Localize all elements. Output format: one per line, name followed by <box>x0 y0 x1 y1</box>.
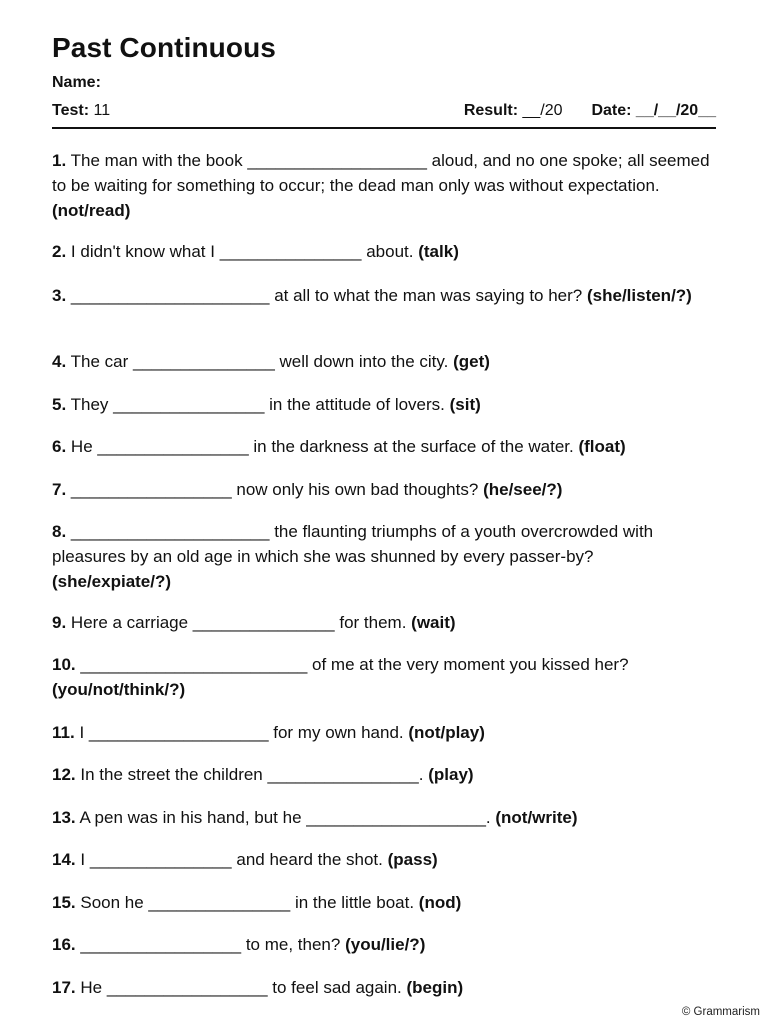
test-field <box>52 102 110 120</box>
copyright-footer: © Grammarism <box>681 1006 760 1018</box>
question-number: 14. <box>52 850 76 869</box>
question-number: 15. <box>52 893 76 912</box>
question-text: In the street the children ________________. <box>80 765 424 784</box>
question-item <box>52 434 716 459</box>
question-text: He _________________ to feel sad again. <box>80 978 402 997</box>
question-hint: (you/not/think/?) <box>52 680 186 699</box>
question-item <box>52 239 716 264</box>
test-value: 11 <box>93 102 111 119</box>
question-number: 7. <box>52 480 67 499</box>
question-item <box>52 283 716 308</box>
question-hint: (she/listen/?) <box>586 286 692 305</box>
question-hint: (float) <box>578 437 626 456</box>
question-item <box>52 805 716 830</box>
question-hint: (not/play) <box>408 723 485 742</box>
question-text: He ________________ in the darkness at the surface of the water. <box>70 437 574 456</box>
question-item <box>52 932 716 957</box>
question-number: 13. <box>52 808 76 827</box>
question-text: The man with the book ___________________ aloud, and no one spoke; all seemed to be waiting for something to occur; the dead man only was without expectation. <box>52 151 710 195</box>
question-number: 3. <box>52 286 67 305</box>
question-text: _________________ now only his own bad thoughts? <box>70 480 479 499</box>
question-item <box>52 519 716 594</box>
question-number: 16. <box>52 935 76 954</box>
question-number: 11. <box>52 723 75 742</box>
date-value: __/__/20__ <box>635 102 716 119</box>
question-hint: (begin) <box>406 978 464 997</box>
question-number: 6. <box>52 437 67 456</box>
question-number: 4. <box>52 352 67 371</box>
question-hint: (you/lie/?) <box>345 935 426 954</box>
question-text: I _______________ and heard the shot. <box>80 850 383 869</box>
question-item <box>52 349 716 374</box>
question-item <box>52 610 716 635</box>
name-label: Name: <box>52 74 101 91</box>
question-text: They ________________ in the attitude of lovers. <box>70 395 445 414</box>
result-label: Result: <box>463 102 519 119</box>
question-text: _____________________ at all to what the man was saying to her? <box>70 286 583 305</box>
question-item <box>52 975 716 1000</box>
question-item <box>52 477 716 502</box>
question-number: 10. <box>52 655 76 674</box>
header-divider <box>52 127 716 129</box>
question-number: 9. <box>52 613 67 632</box>
question-text: _____________________ the flaunting triumphs of a youth overcrowded with pleasures by an old age in which she was shunned by every passer-by? <box>52 522 654 566</box>
question-hint: (nod) <box>418 893 462 912</box>
question-text: A pen was in his hand, but he ___________________. <box>79 808 491 827</box>
question-hint: (sit) <box>449 395 481 414</box>
question-item <box>52 720 716 745</box>
date-label: Date: <box>591 102 632 119</box>
question-hint: (pass) <box>387 850 438 869</box>
question-text: Here a carriage _______________ for them. <box>70 613 407 632</box>
question-hint: (he/see/?) <box>483 480 563 499</box>
question-hint: (talk) <box>418 242 459 261</box>
question-hint: (wait) <box>411 613 456 632</box>
question-item <box>52 652 716 702</box>
result-value: __/20 <box>522 102 563 119</box>
question-text: _________________ to me, then? <box>80 935 341 954</box>
question-text: Soon he _______________ in the little boat. <box>80 893 415 912</box>
result-date-group <box>464 102 716 120</box>
question-number: 5. <box>52 395 67 414</box>
question-number: 1. <box>52 151 67 170</box>
question-text: ________________________ of me at the very moment you kissed her? <box>80 655 629 674</box>
question-text: I ___________________ for my own hand. <box>79 723 404 742</box>
question-number: 2. <box>52 242 67 261</box>
question-hint: (she/expiate/?) <box>52 572 172 591</box>
page-title: Past Continuous <box>52 32 276 63</box>
question-item <box>52 847 716 872</box>
question-number: 17. <box>52 978 76 997</box>
question-hint: (play) <box>428 765 474 784</box>
question-number: 12. <box>52 765 76 784</box>
question-hint: (get) <box>453 352 490 371</box>
question-hint: (not/write) <box>495 808 578 827</box>
test-info-row <box>52 102 716 122</box>
question-text: The car _______________ well down into the city. <box>70 352 449 371</box>
question-text: I didn't know what I _______________ about. <box>70 242 414 261</box>
question-item <box>52 148 716 223</box>
test-label: Test: <box>52 102 90 119</box>
question-item <box>52 890 716 915</box>
question-item <box>52 392 716 417</box>
question-number: 8. <box>52 522 67 541</box>
question-hint: (not/read) <box>52 201 131 220</box>
question-item <box>52 762 716 787</box>
